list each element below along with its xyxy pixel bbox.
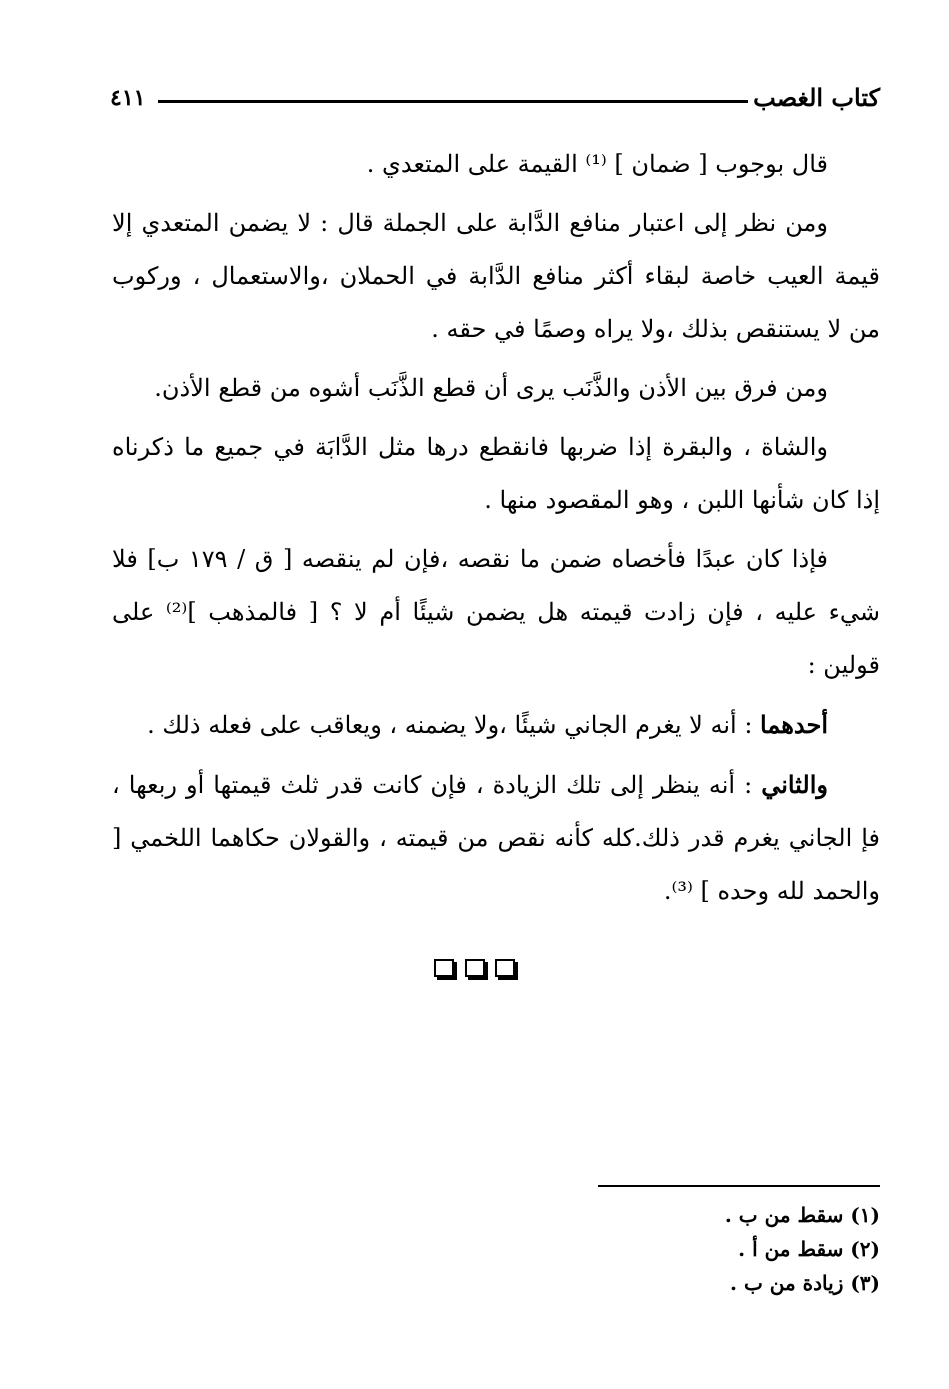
paragraph-1 xyxy=(112,138,880,191)
paragraph-4 xyxy=(112,421,880,527)
paragraph-2 xyxy=(112,197,880,356)
paragraph-text: : أنه ينظر إلى تلك الزيادة ، فإن كانت قدر ثلث قيمتها أو ربعها ، فإ الجاني يغرم قدر ذلك.كله كأنه نقص من قيمته ، والقولان حكاهما اللخمي [ والحمد لله وحده ] ⁽³⁾. xyxy=(112,771,880,905)
paragraph-text: قال بوجوب [ ضمان ] ⁽¹⁾ القيمة على المتعدي . xyxy=(366,150,828,178)
paragraph-text: : أنه لا يغرم الجاني شيئًا ،ولا يضمنه ، ويعاقب على فعله ذلك . xyxy=(147,711,761,739)
body-text xyxy=(112,138,880,924)
paragraph-5 xyxy=(112,533,880,692)
paragraph-lead: والثاني xyxy=(761,770,828,799)
page-number: ٤١١ xyxy=(110,85,146,111)
chapter-title: كتاب الغصب xyxy=(753,83,880,112)
paragraph-lead: أحدهما xyxy=(760,710,828,739)
header-rule xyxy=(158,100,748,103)
ornament-box-icon xyxy=(434,959,454,977)
page-header xyxy=(110,78,880,118)
ornament-box-icon xyxy=(465,959,485,977)
footnote-1: (١) سقط من ب . xyxy=(724,1203,880,1227)
footnote-3: (٣) زيادة من ب . xyxy=(730,1271,880,1295)
paragraph-text: والشاة ، والبقرة إذا ضربها فانقطع درها مثل الدَّابَة في جميع ما ذكرناه إذا كان شأنها اللبن ، وهو المقصود منها . xyxy=(112,433,880,514)
section-end-ornament xyxy=(0,958,949,982)
paragraph-7 xyxy=(112,758,880,918)
paragraph-text: ومن فرق بين الأذن والذَّنَب يرى أن قطع الذَّنَب أشوه من قطع الأذن. xyxy=(154,374,828,402)
paragraph-text: ومن نظر إلى اعتبار منافع الدَّابة على الجملة قال : لا يضمن المتعدي إلا قيمة العيب خاصة لبقاء أكثر منافع الدَّابة في الحملان ،والاستعمال ، وركوب من لا يستنقص بذلك ،ولا يراه وصمًا في حقه . xyxy=(112,209,880,343)
paragraph-3 xyxy=(112,362,880,415)
ornament-box-icon xyxy=(495,959,515,977)
footnotes xyxy=(480,1198,880,1300)
footnote-rule xyxy=(598,1185,880,1187)
paragraph-6 xyxy=(112,698,880,752)
paragraph-text: فإذا كان عبدًا فأخصاه ضمن ما نقصه ،فإن لم ينقصه [ ق / ١٧٩ ب] فلا شيء عليه ، فإن زادت قيمته هل يضمن شيئًا أم لا ؟ [ فالمذهب ]⁽²⁾ على قولين : xyxy=(112,545,881,679)
footnote-2: (٢) سقط من أ . xyxy=(738,1237,880,1261)
